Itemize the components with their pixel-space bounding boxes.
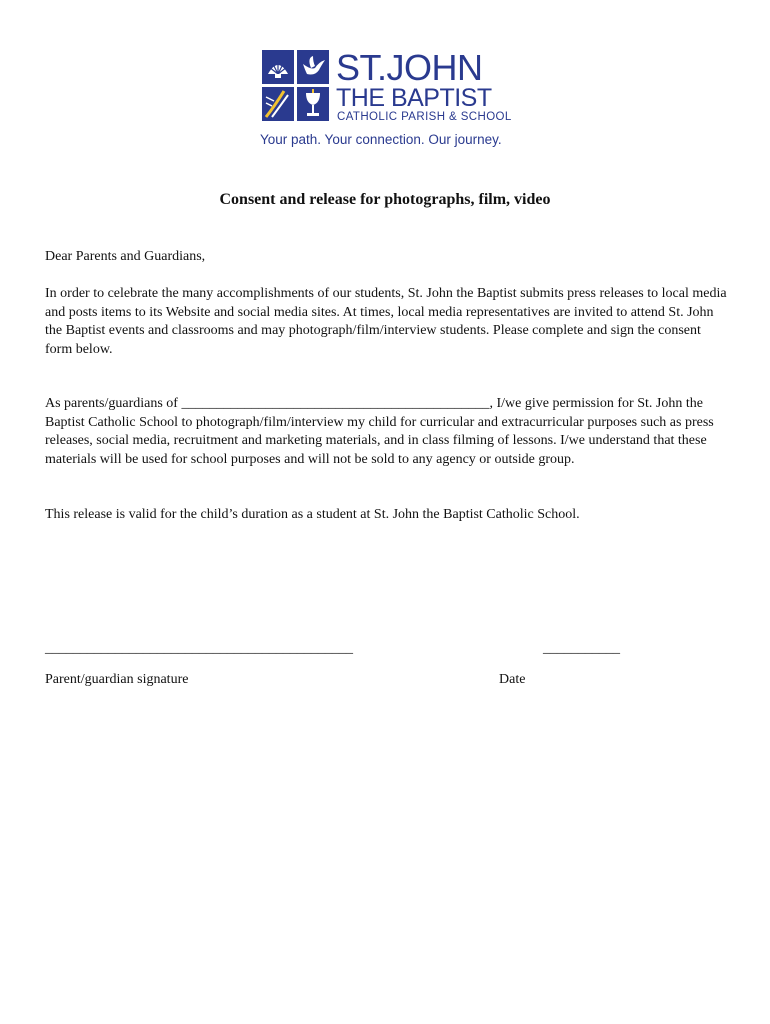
dove-icon (297, 50, 329, 84)
permission-text: , I/we give permission for St. John the Baptist Catholic School to photograph/film/interview my child for curricular and extracurricular purposes such as press releases, social media, recruitment and marketing materials, and in class filming of lessons. I/we understand that these materials will be used for school purposes and will not be sold to any agency or outside group. (45, 396, 714, 467)
logo-emblem (262, 50, 330, 122)
validity-paragraph: This release is valid for the child’s duration as a student at St. John the Baptist Catholic School. (45, 507, 580, 522)
signature-label: Parent/guardian signature (45, 672, 189, 687)
school-logo (260, 47, 512, 150)
date-line[interactable]: ___________ (543, 641, 620, 656)
chalice-icon (297, 87, 329, 121)
signature-line[interactable]: ____________________________________________ (45, 641, 353, 656)
date-label: Date (499, 672, 526, 687)
logo-name-line-2: THE BAPTIST (336, 84, 492, 112)
document-title: Consent and release for photographs, film, video (219, 191, 551, 208)
intro-paragraph: In order to celebrate the many accomplishments of our students, St. John the Baptist submits press releases to local media and posts items to its Website and social media sites. At times, local media representatives are invited to attend St. John the Baptist events and classrooms and may photograph/film/interview students. Please complete and sign the consent form below. (45, 286, 727, 357)
permission-paragraph (45, 395, 727, 469)
permission-prefix: As parents/guardians of (45, 396, 178, 411)
water-icon (262, 87, 294, 121)
logo-tagline: Your path. Your connection. Our journey. (260, 132, 502, 147)
child-name-blank[interactable]: ____________________________________________ (181, 396, 490, 411)
logo-name-line: ST.JOHN (336, 47, 483, 88)
logo-subtitle: CATHOLIC PARISH & SCHOOL (337, 111, 512, 123)
shell-icon (262, 50, 294, 84)
greeting-text: Dear Parents and Guardians, (45, 249, 206, 264)
